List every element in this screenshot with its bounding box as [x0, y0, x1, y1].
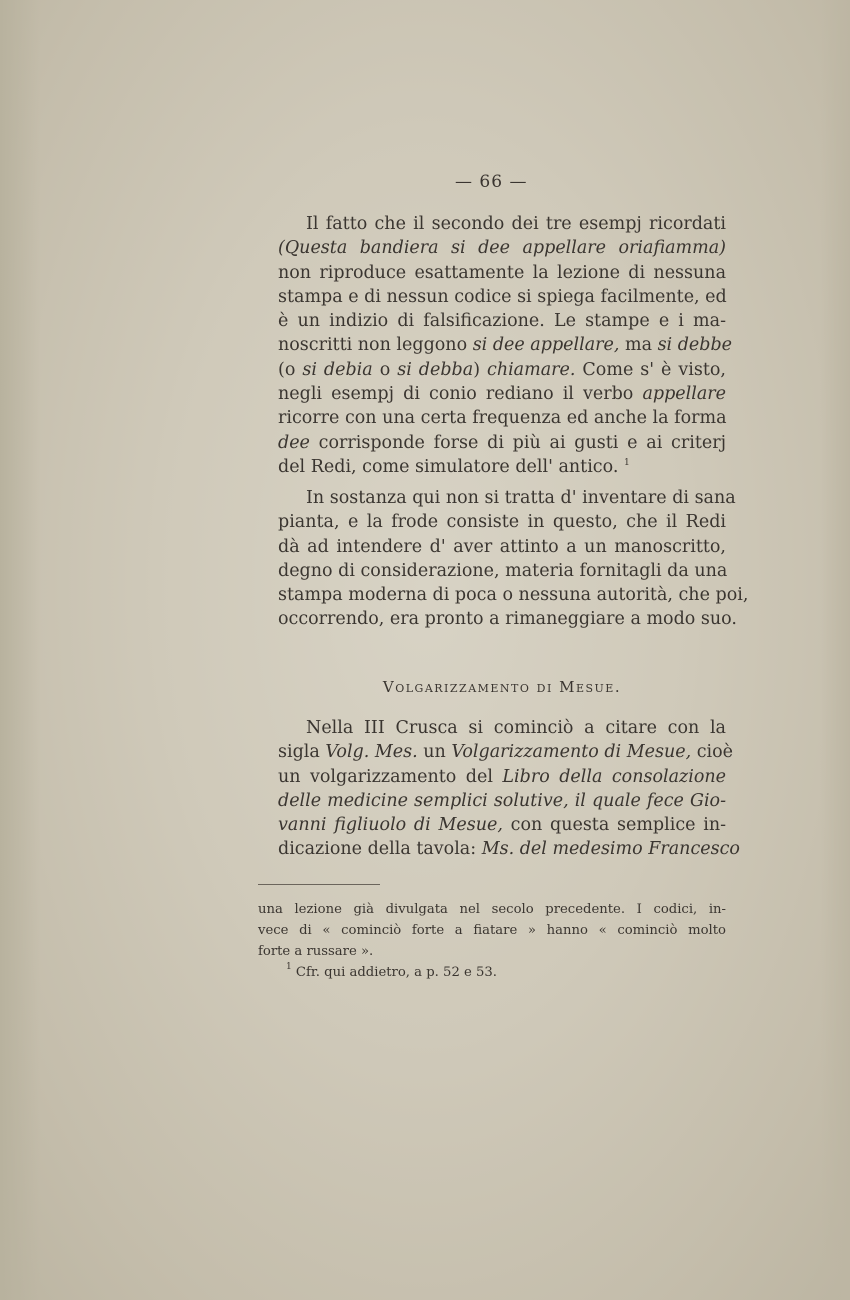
paragraph1-line: (Questa bandiera si dee appellare oriafiamma)	[278, 238, 726, 259]
paragraph2-line: In sostanza qui non si tratta d' inventare di sana	[306, 488, 736, 508]
paragraph1-line: non riproduce esattamente la lezione di nessuna	[278, 262, 726, 283]
paragraph2-line: degno di considerazione, materia fornitagli da una	[278, 560, 728, 581]
page-edge-left	[0, 0, 40, 1300]
page-number: — 66 —	[455, 172, 528, 192]
paragraph1-line: dee corrisponde forse di più ai gusti e ai criterj	[278, 432, 726, 453]
footnote-rule	[258, 884, 380, 885]
paragraph1-line: è un indizio di falsificazione. Le stampe e i ma-	[278, 311, 726, 332]
paragraph3-line: delle medicine semplici solutive, il quale fece Gio-	[278, 790, 726, 811]
paragraph-2	[278, 486, 749, 632]
paragraph2-line: stampa moderna di poca o nessuna autorità, che poi,	[278, 585, 749, 606]
footnotes-line: forte a russare ».	[258, 944, 374, 959]
footnotes	[258, 899, 726, 983]
footnotes-line: $^1$ Cfr. qui addietro, a p. 52 e 53.	[286, 962, 497, 980]
paragraph1-line: del Redi, come simulatore dell' antico. $^1$	[278, 456, 630, 477]
paragraph1-line: Il fatto che il secondo dei tre esempj ricordati	[306, 214, 726, 234]
footnotes-line: una lezione già divulgata nel secolo precedente. I codici, in-	[258, 902, 726, 917]
paragraph1-line: noscritti non leggono si dee appellare, ma si debbe	[278, 335, 733, 356]
paragraph1-line: (o si debia o si debba) chiamare. Come s' è visto,	[278, 359, 726, 380]
paragraph1-line: stampa e di nessun codice si spiega facilmente, ed	[278, 286, 727, 307]
paragraph3-line: Nella III Crusca si cominciò a citare con la	[306, 718, 726, 738]
paragraph2-line: occorrendo, era pronto a rimaneggiare a modo suo.	[278, 609, 737, 630]
page-edge-right	[820, 0, 850, 1300]
paragraph1-line: negli esempj di conio rediano il verbo appellare	[278, 384, 726, 405]
paragraph2-line: dà ad intendere d' aver attinto a un manoscritto,	[278, 536, 726, 557]
paragraph3-line: dicazione della tavola: Ms. del medesimo Francesco	[278, 839, 740, 860]
paragraph3-line: vanni figliuolo di Mesue, con questa semplice in-	[278, 815, 727, 836]
paragraph3-line: un volgarizzamento del Libro della consolazione	[278, 766, 726, 787]
footnotes-line: vece di « cominciò forte a fiatare » hanno « cominciò molto	[258, 923, 726, 938]
paragraph-1	[278, 212, 733, 479]
paragraph-3	[278, 716, 740, 862]
section-heading: Volgarizzamento di Mesue.	[382, 678, 622, 696]
paragraph1-line: ricorre con una certa frequenza ed anche la forma	[278, 408, 727, 429]
paragraph2-line: pianta, e la frode consiste in questo, che il Redi	[278, 512, 726, 533]
paragraph3-line: sigla Volg. Mes. un Volgarizzamento di Mesue, cioè	[278, 742, 734, 763]
